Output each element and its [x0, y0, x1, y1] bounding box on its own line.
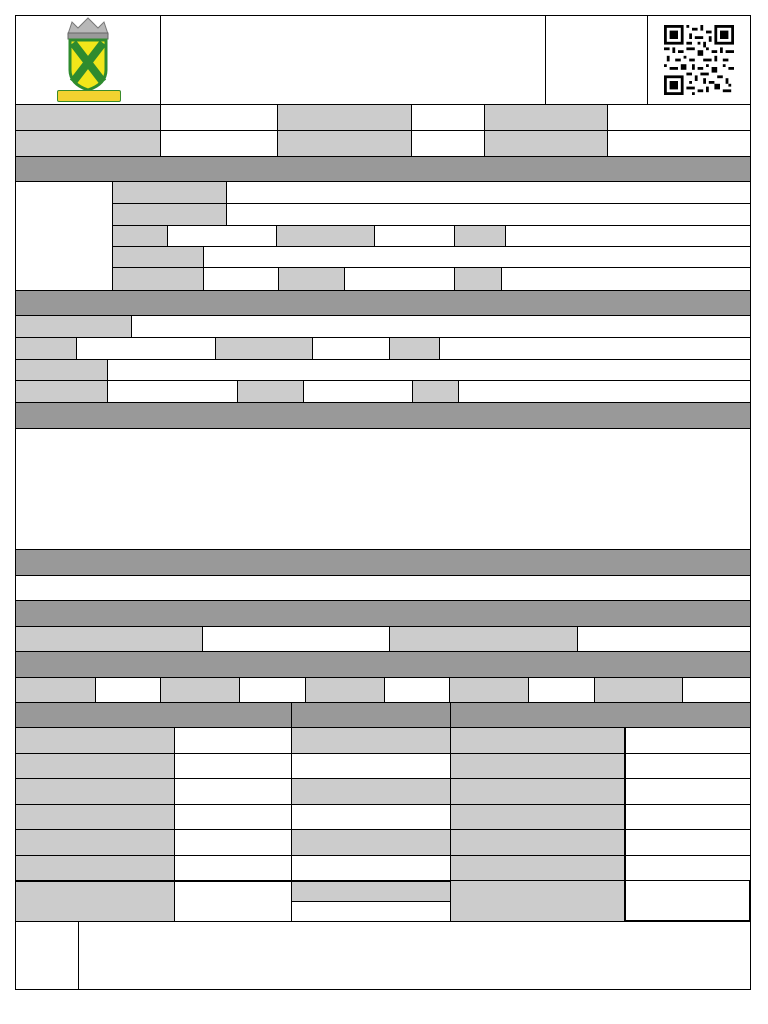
grid-right-field-3[interactable] — [624, 778, 751, 805]
section-header-4 — [15, 549, 751, 576]
section-header-2 — [15, 290, 751, 316]
section-header-5 — [15, 600, 751, 627]
s2-label-8 — [412, 380, 459, 403]
grid-left-field-2[interactable] — [174, 753, 292, 779]
s2-field-7[interactable] — [303, 380, 413, 403]
s1-field-5[interactable] — [505, 225, 751, 247]
grid-mid-field-3[interactable] — [291, 855, 451, 881]
qr-cell — [647, 15, 751, 105]
grid-right-label-5 — [450, 829, 625, 856]
s2-field-3[interactable] — [312, 337, 390, 360]
s1-field-7[interactable] — [203, 267, 279, 291]
s1-field-2[interactable] — [226, 203, 751, 226]
grid-mid-field-2[interactable] — [291, 804, 451, 830]
s1-field-3[interactable] — [167, 225, 277, 247]
s2-label-5 — [15, 359, 108, 381]
grid-right-field-6[interactable] — [624, 855, 751, 881]
logo-cell — [15, 15, 161, 105]
grid-left-label-2 — [15, 753, 175, 779]
s2-field-5[interactable] — [107, 359, 751, 381]
header-blank-cell — [545, 15, 648, 105]
grid-right-label-3 — [450, 778, 625, 805]
grid-mid-label-3 — [291, 829, 451, 856]
grid-right-label-4 — [450, 804, 625, 830]
info-label-1 — [15, 104, 161, 131]
s2-label-4 — [389, 337, 440, 360]
s6-label-5 — [594, 677, 683, 703]
info-label-6 — [484, 130, 608, 157]
logo-motto-ribbon — [57, 90, 121, 102]
grid-left-field-5[interactable] — [174, 829, 292, 856]
s1-label-3 — [112, 225, 168, 247]
grid-right-field-7[interactable] — [624, 880, 751, 922]
info-field-4[interactable] — [160, 130, 278, 157]
grid-left-label-1 — [15, 727, 175, 754]
s6-label-2 — [160, 677, 240, 703]
s1-label-9 — [454, 267, 502, 291]
grid-left-label-4 — [15, 804, 175, 830]
s2-field-4[interactable] — [439, 337, 751, 360]
grid-header-middle — [291, 702, 451, 728]
footer-side-cell — [15, 921, 79, 990]
s5-field-2[interactable] — [577, 626, 751, 652]
grid-mid-field-4[interactable] — [291, 901, 451, 922]
grid-left-label-6 — [15, 855, 175, 881]
s1-label-8 — [278, 267, 345, 291]
grid-left-field-4[interactable] — [174, 804, 292, 830]
qr-code-icon — [664, 25, 734, 95]
s1-label-4 — [276, 225, 375, 247]
s3-text-area[interactable] — [15, 428, 751, 550]
grid-right-field-4[interactable] — [624, 804, 751, 830]
grid-right-label-2 — [450, 753, 625, 779]
s6-field-3[interactable] — [384, 677, 450, 703]
grid-mid-label-4 — [291, 880, 451, 902]
s6-label-3 — [305, 677, 385, 703]
grid-header-left — [15, 702, 292, 728]
s5-label-1 — [15, 626, 203, 652]
s2-field-1[interactable] — [131, 315, 751, 338]
section-1-side-cell — [15, 181, 113, 291]
section-header-6 — [15, 651, 751, 678]
s1-label-1 — [112, 181, 227, 204]
s6-field-5[interactable] — [682, 677, 751, 703]
s6-label-4 — [449, 677, 529, 703]
info-label-5 — [277, 130, 412, 157]
s1-field-9[interactable] — [501, 267, 751, 291]
info-field-3[interactable] — [607, 104, 751, 131]
s2-label-7 — [237, 380, 304, 403]
grid-mid-field-1[interactable] — [291, 753, 451, 779]
info-label-3 — [484, 104, 608, 131]
s1-field-1[interactable] — [226, 181, 751, 204]
grid-right-label-6 — [450, 855, 625, 881]
s5-label-2 — [389, 626, 578, 652]
grid-left-field-6[interactable] — [174, 855, 292, 881]
grid-right-label-1 — [450, 727, 625, 754]
grid-left-field-7[interactable] — [174, 880, 292, 922]
s6-field-4[interactable] — [528, 677, 595, 703]
s1-field-8[interactable] — [344, 267, 455, 291]
grid-header-right — [450, 702, 751, 728]
s2-label-3 — [215, 337, 313, 360]
info-field-1[interactable] — [160, 104, 278, 131]
s2-field-8[interactable] — [458, 380, 751, 403]
section-header-3 — [15, 402, 751, 429]
s1-label-5 — [454, 225, 506, 247]
footer-notes-field[interactable] — [78, 921, 751, 990]
s4-field[interactable] — [15, 575, 751, 601]
s2-label-6 — [15, 380, 108, 403]
grid-left-label-5 — [15, 829, 175, 856]
grid-mid-label-1 — [291, 727, 451, 754]
s2-field-2[interactable] — [76, 337, 216, 360]
grid-right-label-7 — [450, 880, 625, 922]
info-field-2[interactable] — [411, 104, 485, 131]
info-label-2 — [277, 104, 412, 131]
s5-field-1[interactable] — [202, 626, 390, 652]
s6-field-2[interactable] — [239, 677, 306, 703]
s2-label-1 — [15, 315, 132, 338]
info-label-4 — [15, 130, 161, 157]
s1-field-6[interactable] — [203, 246, 751, 268]
grid-left-field-3[interactable] — [174, 778, 292, 805]
grid-left-field-1[interactable] — [174, 727, 292, 754]
grid-right-field-1[interactable] — [624, 727, 751, 754]
s1-field-4[interactable] — [374, 225, 455, 247]
s1-label-2 — [112, 203, 227, 226]
grid-mid-label-2 — [291, 778, 451, 805]
title-cell — [160, 15, 546, 105]
s6-label-1 — [15, 677, 96, 703]
grid-right-field-5[interactable] — [624, 829, 751, 856]
s2-field-6[interactable] — [107, 380, 238, 403]
info-field-5[interactable] — [411, 130, 485, 157]
s1-label-6 — [112, 246, 204, 268]
grid-left-label-7 — [15, 880, 175, 922]
grid-left-label-3 — [15, 778, 175, 805]
s6-field-1[interactable] — [95, 677, 161, 703]
info-field-6[interactable] — [607, 130, 751, 157]
section-header-1 — [15, 156, 751, 182]
s1-label-7 — [112, 267, 204, 291]
s2-label-2 — [15, 337, 77, 360]
grid-right-field-2[interactable] — [624, 753, 751, 779]
